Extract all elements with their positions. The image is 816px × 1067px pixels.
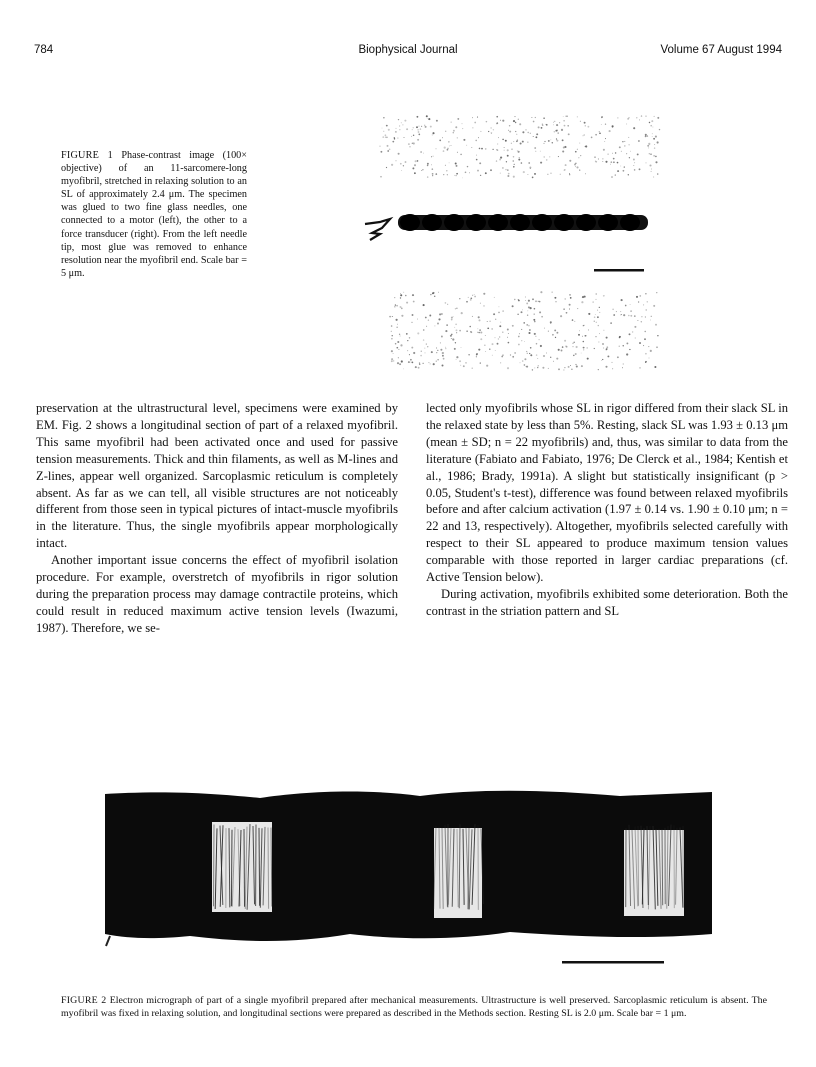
figure-1-caption-text: Phase-contrast image (100× objective) of an 11-sarcomere-long myofibril, stretched in relaxing solution to an SL of approximately 2.4 μm. The specimen was glued to two fine glass needles, one connected to a motor (left), the other to a force transducer (right). From the left needle tip, most glue was removed to enhance resolution near the myofibril end. Scale bar = 5 μm.: [61, 150, 248, 279]
left-needle-tip: [365, 219, 390, 240]
figure-1-caption: [61, 149, 247, 280]
body-paragraph: lected only myofibrils whose SL in rigor differed from their slack SL in the relaxed state by less than 5%. Resting, slack SL was 1.93 ± 0.13 μm (mean ± SD; n = 22 myofibrils) and, thus, was similar to data from the literature (Fabiato and Fabiato, 1976; De Clerck et al., 1984; Kentish et al., 1986; Brady, 1991a). A slight but statistically insignificant (p > 0.05, Student's t-test), difference was found between relaxed myofibrils before and after calcium activation (1.97 ± 0.14 vs. 1.90 ± 0.10 μm; n = 22 and 13, respectively). Altogether, myofibrils selected carefully with respect to their SL appeared to produce maximum tension values comparable with those reported in larger cardiac preparations (cf. Active Tension below).: [426, 401, 788, 585]
journal-name: Biophysical Journal: [358, 44, 458, 56]
figure-1-phase-contrast-image: [360, 112, 670, 374]
figure-2-caption-text: Electron micrograph of part of a single myofibril prepared after mechanical measurements. Ultrastructure is well preserved. Sarcoplasmic reticulum is absent. The myofibril was fixed in relaxing solution, and longitudinal sections were prepared as described in the Methods section. Resting SL is 2.0 μm. Scale bar = 1 μm.: [61, 995, 768, 1020]
body-paragraph: During activation, myofibrils exhibited some deterioration. Both the contrast in the striation pattern and SL: [426, 586, 788, 618]
upper-needle-speckle: [379, 115, 660, 178]
myofibril-section: [105, 791, 712, 941]
body-paragraph: preservation at the ultrastructural level, specimens were examined by EM. Fig. 2 shows a longitudinal section of part of a relaxed myofibril. This same myofibril had been activated once and used for passive tension measurements. Thick and thin filaments, as well as M-lines and Z-lines, appear well organized. Sarcoplasmic reticulum is completely absent. As far as we can tell, all visible structures are not noticeably different from those seen in typical pictures of intact-muscle myofibrils in the literature. Thus, the single myofibrils appear morphologically intact.: [36, 401, 398, 551]
running-header: [34, 44, 782, 60]
figure-1-scale-bar: [594, 269, 644, 272]
debris-mark: [106, 936, 110, 946]
figure-2-caption: [61, 994, 767, 1020]
body-column-left: [36, 400, 398, 637]
body-column-right: [426, 400, 788, 620]
myofibril-band: [398, 214, 648, 231]
volume-info: Volume 67 August 1994: [660, 44, 782, 56]
figure-2-scale-bar: [562, 961, 664, 964]
figure-2-label: FIGURE 2: [61, 995, 107, 1006]
figure-2-electron-micrograph: [100, 784, 716, 984]
figure-1-label: FIGURE 1: [61, 150, 113, 161]
body-paragraph: Another important issue concerns the effect of myofibril isolation procedure. For example, overstretch of myofibrils in rigor solution during the preparation process may damage contractile proteins, which could result in reduced maximum active tension levels (Iwazumi, 1987). Therefore, we se-: [36, 553, 398, 635]
lower-needle-speckle: [389, 291, 658, 370]
page-number: 784: [34, 44, 54, 56]
